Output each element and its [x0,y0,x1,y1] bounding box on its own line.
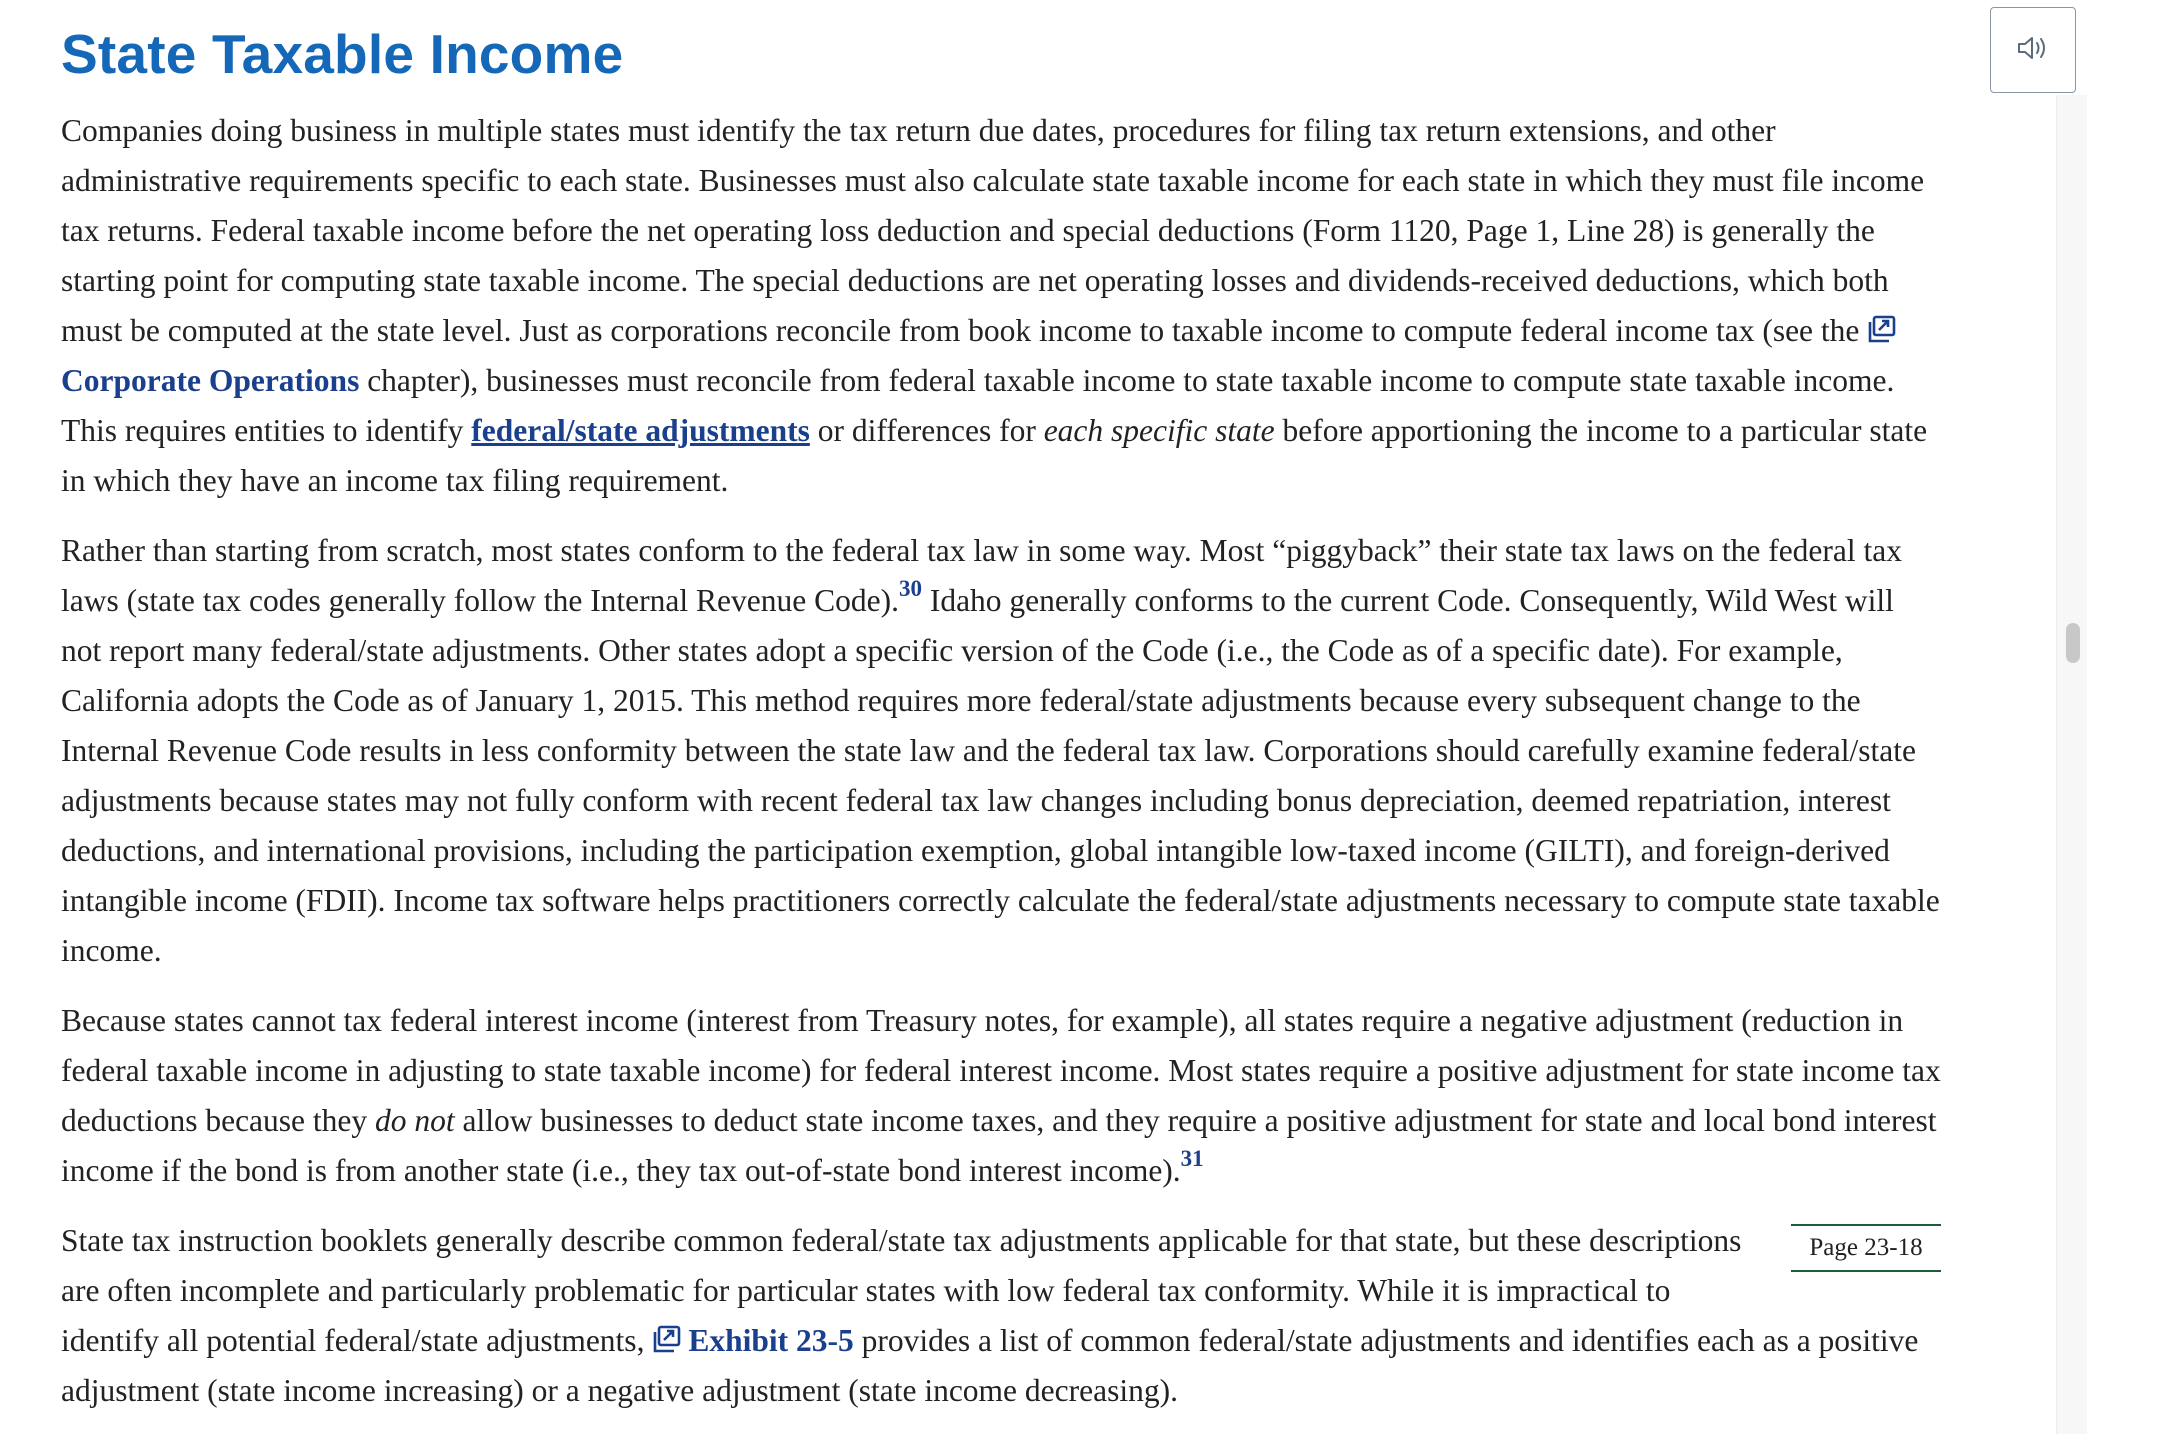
paragraph-text: Because states cannot tax federal interest income (interest from Treasury notes, for example), all states require a negative adjustment (reduction in federal taxable income in adjusting to state taxable income) for federal interest income. Most states require a positive adjustment for state income tax deductions because they [61,1003,1941,1138]
emphasis-text: do not [375,1103,455,1138]
external-link-icon[interactable] [652,1319,682,1349]
paragraph-4 [61,1216,1941,1416]
federal-state-adjustments-link[interactable]: federal/state adjustments [471,413,810,448]
page-title: State Taxable Income [61,23,624,85]
paragraph-3 [61,996,1941,1196]
corporate-operations-link[interactable]: Corporate Operations [61,363,360,398]
read-aloud-button[interactable] [1990,7,2076,93]
paragraph-text: Rather than starting from scratch, most states conform to the federal tax law in some way. Most “piggyback” their state tax laws on the federal tax laws (state tax codes generally follow the Internal Revenue Code). [61,533,1902,618]
paragraph-text: before apportioning the income to a particular state in which they have an income tax filing requirement. [61,413,1928,498]
page-number-marker: Page 23-18 [1791,1224,1941,1272]
paragraph-text: Companies doing business in multiple states must identify the tax return due dates, procedures for filing tax return extensions, and other administrative requirements specific to each state. Businesses must also calculate state taxable income for each state in which they must file income tax returns. Federal taxable income before the net operating loss deduction and special deductions (Form 1120, Page 1, Line 28) is generally the starting point for computing state taxable income. The special deductions are net operating losses and dividends-received deductions, which both must be computed at the state level. Just as corporations reconcile from book income to taxable income to compute federal income tax (see the [61,113,1925,348]
paragraph-text: State tax instruction booklets generally describe common federal/state tax adjustments applicable for that state, but these descriptions are often incomplete and particularly problematic for particular states with low federal tax conformity. While it is impractical to identify all potential federal/state adjustments, [61,1223,1742,1358]
paragraph-text: chapter), businesses must reconcile from federal taxable income to state taxable income to compute state taxable income. This requires entities to identify [61,363,1895,448]
content-area [61,22,1941,1434]
footnote-30-link[interactable]: 30 [898,576,922,602]
scrollbar-thumb[interactable] [2066,623,2080,663]
paragraph-text: allow businesses to deduct state income taxes, and they require a positive adjustment for state and local bond interest income if the bond is from another state (i.e., they tax out-of-state bond interest income). [61,1103,1937,1188]
paragraph-1 [61,106,1941,506]
footnote-31-link[interactable]: 31 [1180,1146,1204,1172]
scrollbar-track[interactable] [2056,95,2087,1434]
emphasis-text: each specific state [1043,413,1275,448]
external-link-icon[interactable] [1867,309,1897,339]
paragraph-text: or differences for [809,413,1044,448]
paragraph-2 [61,526,1941,976]
speaker-icon [2016,34,2050,67]
paragraph-text: provides a list of common federal/state adjustments and identifies each as a positive adjustment (state income increasing) or a negative adjustment (state income decreasing). [61,1323,1919,1408]
paragraph-text: Idaho generally conforms to the current Code. Consequently, Wild West will not report many federal/state adjustments. Other states adopt a specific version of the Code (i.e., the Code as of a specific date). For example, California adopts the Code as of January 1, 2015. This method requires more federal/state adjustments because every subsequent change to the Internal Revenue Code results in less conformity between the state law and the federal tax law. Corporations should carefully examine federal/state adjustments because states may not fully conform with recent federal tax law changes including bonus depreciation, deemed repatriation, interest deductions, and international provisions, including the participation exemption, global intangible low-taxed income (GILTI), and foreign-derived intangible income (FDII). Income tax software helps practitioners correctly calculate the federal/state adjustments necessary to compute state taxable income. [61,583,1940,968]
exhibit-23-5-link[interactable]: Exhibit 23-5 [688,1323,854,1358]
